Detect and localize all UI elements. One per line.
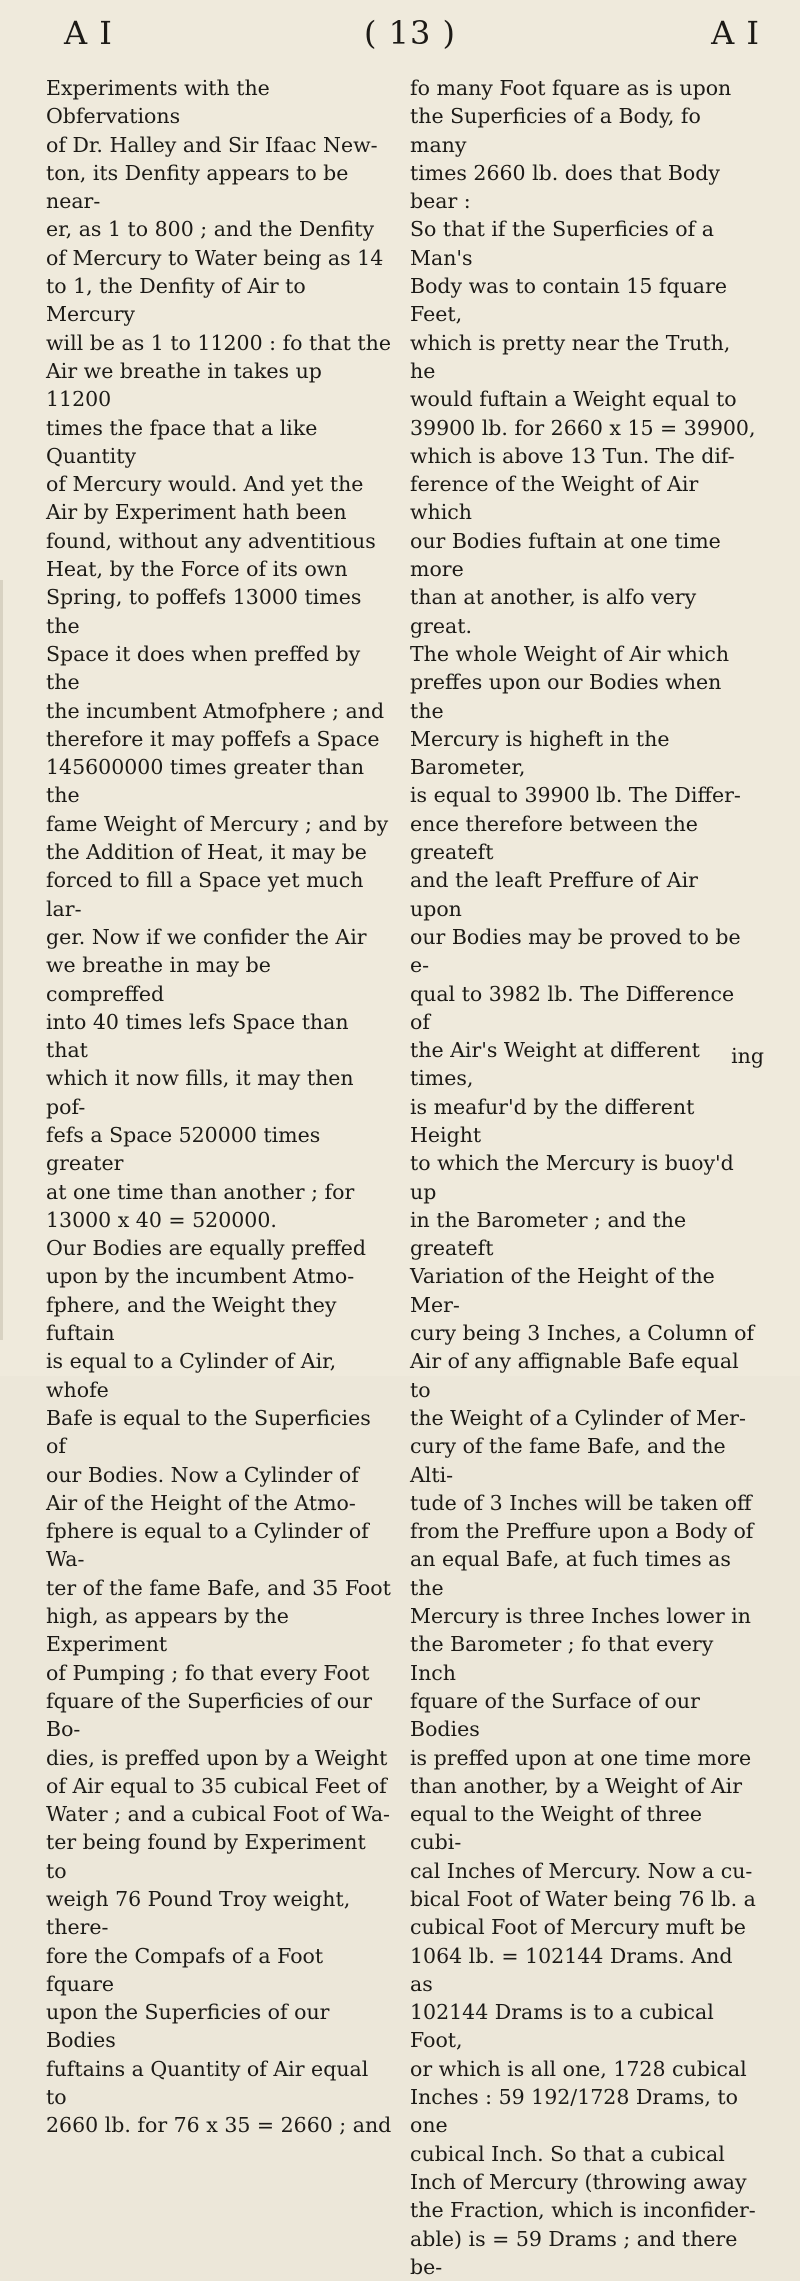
- header-left: A I: [64, 14, 113, 52]
- right-column: [410, 74, 756, 2281]
- paragraph: Our Bodies are equally preffed upon by the incumbent Atmo- fphere, and the Weight they fuftain is equal to a Cylinder of Air, whofe Bafe is equal to the Superficies of our Bodies. Now a Cylinder of Air of the Height of the Atmo- fphere is equal to a Cylinder of Wa- ter of the fame Bafe, and 35 Foot high, as appears by the Experiment of Pumping ; fo that every Foot fquare of the Superficies of our Bo- dies, is preffed upon by a Weight of Air equal to 35 cubical Feet of Water ; and a cubical Foot of Wa- ter being found by Experiment to weigh 76 Pound Troy weight, there- fore the Compafs of a Foot fquare upon the Superficies of our Bodies fuftains a Quantity of Air equal to 2660 lb. for 76 x 35 = 2660 ; and: [46, 1236, 392, 2138]
- header-right: A I: [711, 14, 760, 52]
- running-header: [64, 14, 760, 58]
- paragraph: Experiments with the Obfervations of Dr. Halley and Sir Ifaac New- ton, its Denfity appears to be near- er, as 1 to 800 ; and the Denfity of Mercury to Water being as 14 to 1, the Denfity of Air to Mercury will be as 1 to 11200 : fo that the Air we breathe in takes up 11200 times the fpace that a like Quantity of Mercury would. And yet the Air by Experiment hath been found, without any adventitious Heat, by the Force of its own Spring, to poffefs 13000 times the Space it does when preffed by the the incumbent Atmofphere ; and therefore it may poffefs a Space 145600000 times greater than the fame Weight of Mercury ; and by the Addition of Heat, it may be forced to fill a Space yet much lar- ger. Now if we confider the Air we breathe in may be compreffed into 40 times lefs Space than that which it now fills, it may then pof- fefs a Space 520000 times greater at one time than another ; for 13000 x 40 = 520000.: [46, 76, 392, 1232]
- catchword: ing: [731, 1044, 764, 1068]
- left-column: [46, 74, 392, 2140]
- page-edge-shadow: [0, 580, 3, 1340]
- page-number: ( 13 ): [364, 14, 457, 52]
- paragraph: fo many Foot fquare as is upon the Superficies of a Body, fo many times 2660 lb. does that Body bear : So that if the Superficies of a Man's Body was to contain 15 fquare Feet, which is pretty near the Truth, he would fuftain a Weight equal to 39900 lb. for 2660 x 15 = 39900, which is above 13 Tun. The dif- ference of the Weight of Air which our Bodies fuftain at one time more than at another, is alfo very great. The whole Weight of Air which preffes upon our Bodies when the Mercury is higheft in the Barometer, is equal to 39900 lb. The Differ- ence therefore between the greateft and the leaft Preffure of Air upon our Bodies may be proved to be e- qual to 3982 lb. The Difference of the Air's Weight at different times, is meafur'd by the different Height to which the Mercury is buoy'd up in the Barometer ; and the greateft Variation of the Height of the Mer- cury being 3 Inches, a Column of Air of any affignable Bafe equal to the Weight of a Cylinder of Mer- cury of the fame Bafe, and the Alti- tude of 3 Inches will be taken off from the Preffure upon a Body of an equal Bafe, at fuch times as the Mercury is three Inches lower in the Barometer ; fo that every Inch fquare of the Surface of our Bodies is preffed upon at one time more than another, by a Weight of Air equal to the Weight of three cubi- cal Inches of Mercury. Now a cu- bical Foot of Water being 76 lb. a cubical Foot of Mercury muft be 1064 lb. = 102144 Drams. And as 102144 Drams is to a cubical Foot, or which is all one, 1728 cubical Inches : 59 192/1728 Drams, to one cubical Inch. So that a cubical Inch of Mercury (throwing away the Fraction, which is inconfider- able) is = 59 Drams ; and there be-: [410, 76, 756, 2279]
